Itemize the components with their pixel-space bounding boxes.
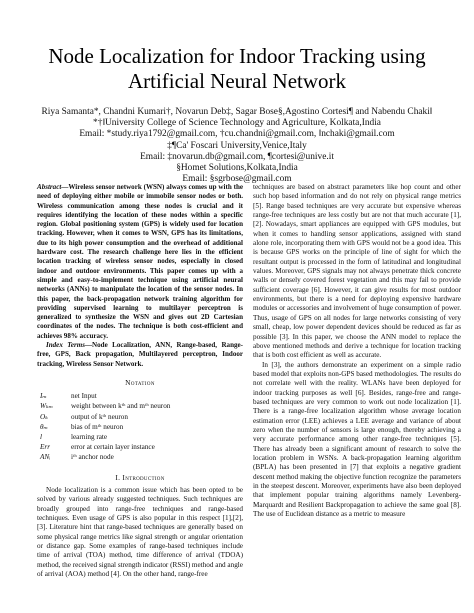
notation-symbol: Iₘ [40, 392, 47, 401]
notation-row [40, 392, 170, 402]
notation-table [40, 392, 170, 463]
affiliation-2: ‡¶Ca' Foscari University,Venice,Italy [167, 140, 307, 151]
notation-description: learning rate [71, 433, 108, 442]
index-terms [37, 341, 243, 369]
notation-description: error at certain layer instance [71, 443, 155, 452]
left-column [37, 183, 243, 579]
notation-description: output of kᵗʰ neuron [71, 412, 128, 421]
notation-row [40, 402, 170, 412]
notation-row [40, 443, 170, 453]
notation-description: iᵗʰ anchor node [71, 453, 114, 462]
affiliation-1: *†‖University College of Science Technology and Agriculture, Kolkata,India [93, 118, 381, 129]
notation-symbol: ANᵢ [40, 453, 51, 462]
abstract-label: Abstract [37, 183, 62, 191]
notation-row [40, 413, 170, 423]
email-line-2: Email: ‡novarun.db@gmail.com, ¶cortesi@unive.it [140, 151, 334, 162]
email-line-1: Email: *study.riya1792@gmail.com, †cu.chandni@gmail.com, ‖nchaki@gmail.com [79, 129, 395, 140]
notation-description: bias of mᵗʰ neuron [71, 422, 124, 431]
notation-description: weight between kᵗʰ and mᵗʰ neuron [71, 402, 171, 411]
body-paragraph-1: techniques are based on abstract parameters like hop count and other such hop based information and do not rely on physical range metrics [5]. Range based techniques are very accurate but expensive whereas range-free techniques are less costly but are not that much accurate [1],[2]. Nowadays, smart appliances are equipped with GPS modules, but when it comes to handling sensor applications, assigned with stand alone role, incorporating them with GPS would not be a good idea. This is because GPS works on the principle of line of sight for which the resultant output is processed in the form of latitudinal and longitudinal values. Moreover, GPS signals may not always penetrate thick concrete walls or densely covered forest vegetation and this may fail to provide sufficient coverage [6]. However, it can give results for most outdoor environments, but there is a need for deploying expensive hardware modules or accessories and involvement of huge consumption of power. Thus, usage of GPS on all nodes for large networks consisting of very small, cheap, low power dependent devices should be reduced as far as possible [3]. In this paper, we choose the ANN model to replace the above mentioned methods and derive a technique for location tracking that is both cost efficient as well as accurate. [253, 183, 461, 360]
notation-row [40, 423, 170, 433]
notation-symbol: Wₖₘ [40, 402, 54, 411]
notation-symbol: Oₖ [40, 412, 48, 421]
body-paragraph-2: In [3], the authors demonstrate an experiment on a simple radio based model that exploits non-GPS based methodologies. The results do not correlate well with the reality. WLANs have been deployed for indoor tracking purposes as well [6]. Besides, range-free and range-based techniques are very common to work out node localization [1]. There is a range-free localization algorithm whose average location estimation error (LEE) achieves a LEE average and variance of about zero when the number of sensors is large enough, thereby achieving a very accurate performance among other range-free techniques [5]. There has already been a significant amount of research to solve the location problem in WSNs. A back-propagation learning algorithm (BPLA) has been presented in [7] that exploits a negative gradient descent method making the objective function recognize the parameters in the steepest descent. Moreover, experiments have also been deployed that implement popular training algorithms namely Levenberg-Marquardt and Resilient Backpropagation to achieve the same goal [8]. The use of Euclidean distance as a metric to measure [253, 360, 461, 519]
notation-symbol: θₘ [40, 422, 48, 431]
right-column [253, 183, 461, 519]
paper-title-line1: Node Localization for Indoor Tracking using [48, 44, 426, 68]
abstract-text: —Wireless sensor network (WSN) always comes up with the need of deploying either mobile or immobile sensor nodes or both. Wireless communication among these nodes is crucial and it requires identifying the location of these nodes within a specific region. Global positioning system (GPS) is widely used for location tracking. However, when it comes to WSN, GPS has its limitations, due to its high power consumption and the overhead of additional hardware cost. The research challenge here lies in the efficient location tracking of wireless sensor nodes, especially in closed indoor and outdoor environments. This paper comes up with a simple and easy-to-implement technique using artificial neural networks (ANNs) to manipulate the location of the sensor nodes. In this paper, the back-propagation network training algorithm for providing supervised learning to multilayer perceptron is generalized to synthesize the WSN and gives out 2D Cartesian coordinates of the nodes. The technique is both cost-efficient and achieves 98% accuracy. [37, 183, 243, 340]
notation-symbol: Err [40, 443, 50, 452]
abstract [37, 183, 243, 341]
email-line-3: Email: §sgrbose@gmail.com [182, 174, 292, 185]
author-block [0, 107, 474, 185]
notation-heading: Notation [125, 377, 155, 387]
notation-row [40, 453, 170, 463]
section-heading-introduction: I. Introduction [115, 472, 165, 482]
notation-symbol: l [40, 433, 42, 442]
affiliation-3: §Homet Solutions,Kolkata,India [176, 163, 298, 174]
intro-paragraph: Node localization is a common issue which has been opted to be solved by various already suggested techniques. Such techniques are broadly grouped into range-free techniques and range-based techniques. Even usage of GPS is also popular in this respect [1],[2],[3]. Literature hint that range-based techniques are generally based on some physical range metrics like signal strength or angular orientation or distance gap. Some examples of range-based techniques include time of arrival (TOA) method, time difference of arrival (TDOA) method, the received signal strength indicator (RSSI) method and angle of arrival (AOA) method [4]. On the other hand, range-free [37, 485, 243, 579]
author-names: Riya Samanta*, Chandni Kumari†, Novarun Deb‡, Sagar Bose§,Agostino Cortesi¶ and Nabendu Chaki‖ [41, 107, 433, 117]
index-terms-text: —Node Localization, ANN, Range-based, Range-free, GPS, Back propagation, Multilayered perceptron, Indoor tracking, Wireless Sensor Network. [37, 341, 243, 368]
notation-row [40, 433, 170, 443]
notation-description: net Input [71, 392, 97, 401]
index-terms-label: Index Terms [46, 341, 85, 350]
paper-title-line2: Artificial Neural Network [127, 69, 347, 93]
